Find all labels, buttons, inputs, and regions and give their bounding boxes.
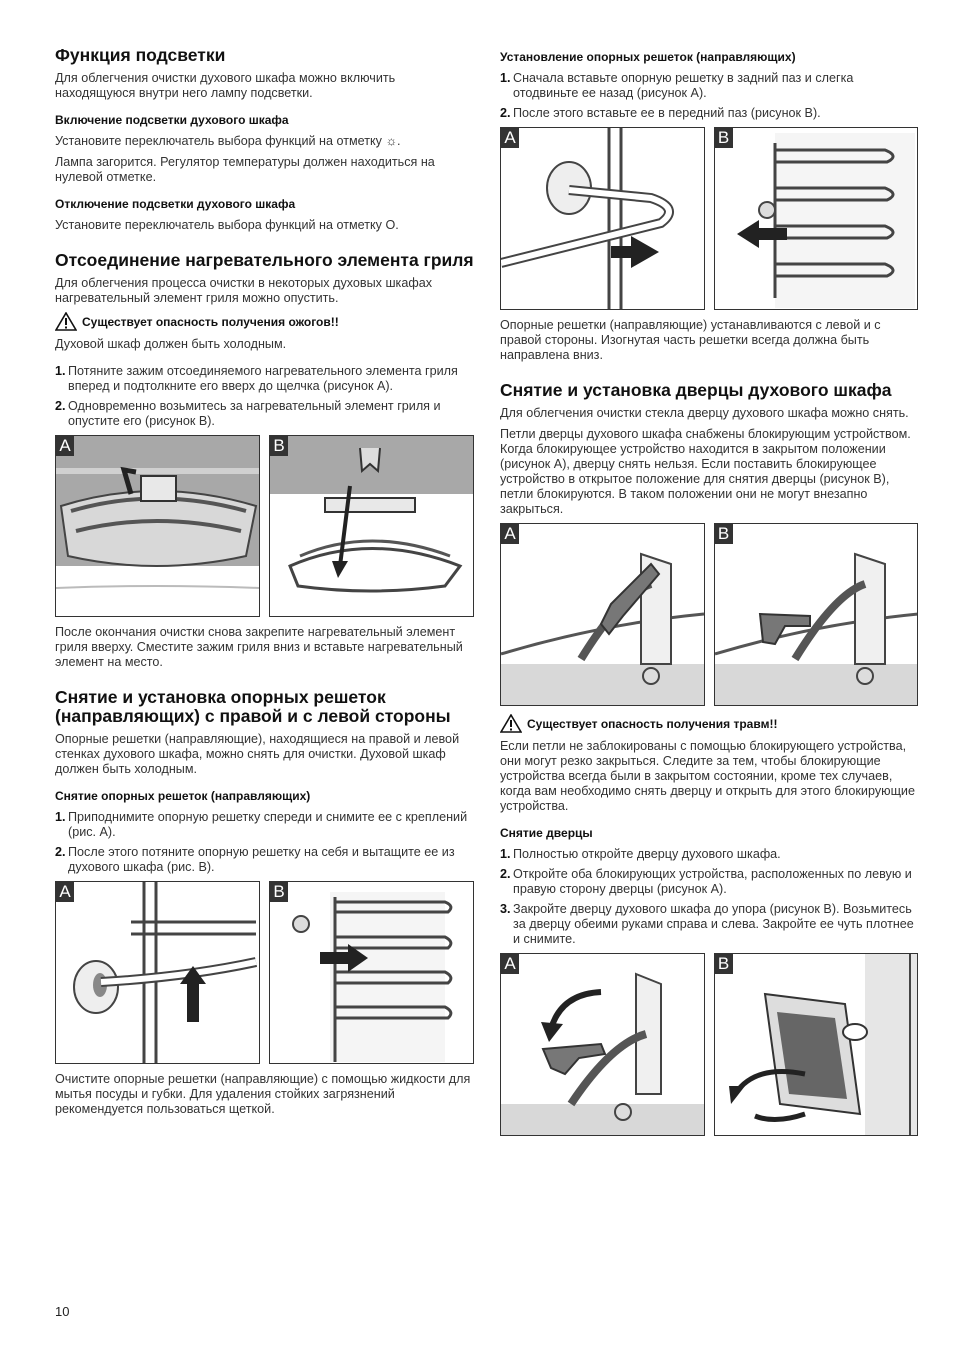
left-column — [55, 46, 475, 1123]
racks-install-after-text: Опорные решетки (направляющие) устанавливаются с левой и с правой стороны. Изогнутая часть решетки всегда должна быть направлена вниз. — [500, 318, 881, 362]
step-text: Закройте дверцу духового шкафа до упора (рисунок B). Возьмитесь за дверцу обеими руками справа и слева. Закройте ее чуть плотнее и снимите. — [513, 902, 914, 946]
lamp-on-text-2: Лампа загорится. Регулятор температуры должен находиться на нулевой отметке. — [55, 155, 435, 184]
step-number: 2. — [500, 106, 511, 120]
list-item — [500, 106, 918, 121]
right-column — [500, 50, 918, 1144]
step-number: 3. — [500, 902, 511, 916]
figure-label: B — [715, 524, 733, 544]
grill-intro: Для облегчения процесса очистки в некоторых духовых шкафах нагревательный элемент гриля можно опустить. — [55, 276, 433, 305]
step-number: 2. — [55, 399, 66, 413]
door-remove-figure-a — [500, 953, 705, 1136]
burn-warning — [55, 312, 475, 331]
section-title-lamp: Функция подсветки — [55, 45, 226, 65]
figure-label: B — [270, 436, 288, 456]
racks-install-steps — [500, 71, 918, 121]
section-title-grill: Отсоединение нагревательного элемента гриля — [55, 250, 474, 270]
hinge-closed-illustration — [501, 524, 704, 705]
warning-icon — [500, 714, 522, 733]
racks-install-heading: Установление опорных решеток (направляющих) — [500, 50, 796, 64]
rack-insert-rear-illustration — [501, 128, 704, 309]
step-number: 1. — [500, 71, 511, 85]
step-text: Сначала вставьте опорную решетку в задний паз и слегка отодвиньте ее назад (рисунок A). — [513, 71, 854, 100]
lamp-off-heading: Отключение подсветки духового шкафа — [55, 197, 296, 211]
figure-label: B — [270, 882, 288, 902]
hinge-open-illustration — [715, 524, 918, 705]
injury-warning — [500, 714, 918, 733]
racks-install-figure-a — [500, 127, 705, 310]
racks-remove-figures — [55, 881, 475, 1064]
racks-install-figure-b — [714, 127, 919, 310]
injury-warning-text: Если петли не заблокированы с помощью блокирующего устройства, они могут резко закрыться. Следите за тем, чтобы блокирующие устройства всегда были в закрытом состоянии, кроме тех случаев, когда вам необходимо снять дверцу и открыть для этого блокирующие устройства. — [500, 739, 915, 813]
section-title-door: Снятие и установка дверцы духового шкафа — [500, 380, 892, 400]
lamp-off-text: Установите переключатель выбора функций на отметку O. — [55, 218, 399, 232]
list-item — [500, 71, 918, 101]
figure-label: A — [501, 524, 519, 544]
injury-warning-title: Существует опасность получения травм!! — [527, 716, 778, 731]
step-text: После этого вставьте ее в передний паз (рисунок B). — [513, 106, 821, 120]
hinge-figure-b — [714, 523, 919, 706]
grill-steps — [55, 364, 475, 429]
door-lift-off-illustration — [715, 954, 918, 1135]
step-number: 1. — [55, 364, 66, 378]
grill-clip-illustration — [56, 436, 259, 616]
grill-figure-b — [269, 435, 474, 617]
racks-remove-figure-a — [55, 881, 260, 1064]
section-title-racks: Снятие и установка опорных решеток (направляющих) с правой и с левой стороны — [55, 687, 451, 726]
door-unlock-illustration — [501, 954, 704, 1135]
figure-label: B — [715, 954, 733, 974]
step-number: 2. — [55, 845, 66, 859]
door-hinges-text: Петли дверцы духового шкафа снабжены блокирующим устройством. Когда блокирующее устройство находится в закрытом положении (рисунок A), дверцу снять нельзя. Если поставить блокирующее устройство в открытое положение для снятия дверцы (рисунок B), петли блокируются. В таком положении они не могут внезапно закрыться. — [500, 427, 911, 516]
figure-label: A — [501, 954, 519, 974]
rack-insert-front-illustration — [715, 128, 918, 309]
step-text: Откройте оба блокирующих устройства, расположенных по левую и правую сторону дверцы (рисунок A). — [513, 867, 912, 896]
page-number: 10 — [55, 1304, 70, 1319]
door-intro: Для облегчения очистки стекла дверцу духового шкафа можно снять. — [500, 406, 909, 420]
list-item — [55, 845, 475, 875]
hinge-figure-a — [500, 523, 705, 706]
door-remove-steps — [500, 847, 918, 947]
door-remove-heading: Снятие дверцы — [500, 826, 593, 840]
list-item — [500, 867, 918, 897]
step-number: 1. — [500, 847, 511, 861]
grill-figures — [55, 435, 475, 617]
list-item — [55, 399, 475, 429]
lamp-intro: Для облегчения очистки духового шкафа можно включить находящуюся внутри него лампу подсветки. — [55, 71, 396, 100]
list-item — [500, 847, 918, 862]
burn-warning-title: Существует опасность получения ожогов!! — [82, 314, 339, 329]
step-text: Одновременно возьмитесь за нагревательный элемент гриля и опустите его (рисунок B). — [68, 399, 441, 428]
racks-intro: Опорные решетки (направляющие), находящиеся на правой и левой стенках духового шкафа, можно снять для очистки. Духовой шкаф должен быть холодным. — [55, 732, 460, 776]
figure-label: A — [56, 436, 74, 456]
step-text: После этого потяните опорную решетку на себя и вытащите ее из духового шкафа (рис. B). — [68, 845, 455, 874]
rack-pull-illustration — [270, 882, 473, 1063]
step-text: Приподнимите опорную решетку спереди и снимите ее с креплений (рис. A). — [68, 810, 468, 839]
racks-remove-figure-b — [269, 881, 474, 1064]
figure-label: A — [501, 128, 519, 148]
lamp-on-heading: Включение подсветки духового шкафа — [55, 113, 289, 127]
door-remove-figures — [500, 953, 918, 1136]
burn-warning-text: Духовой шкаф должен быть холодным. — [55, 337, 287, 351]
grill-lowered-illustration — [270, 436, 473, 616]
hinge-figures — [500, 523, 918, 706]
racks-after-text: Очистите опорные решетки (направляющие) с помощью жидкости для мытья посуды и губки. Для удаления стойких загрязнений рекомендуется пользоваться щеткой. — [55, 1072, 471, 1116]
grill-figure-a — [55, 435, 260, 617]
list-item — [55, 364, 475, 394]
figure-label: A — [56, 882, 74, 902]
step-text: Полностью откройте дверцу духового шкафа. — [513, 847, 781, 861]
racks-remove-steps — [55, 810, 475, 875]
list-item — [55, 810, 475, 840]
step-text: Потяните зажим отсоединяемого нагревательного элемента гриля вперед и подтолкните его вверх до щелчка (рисунок A). — [68, 364, 458, 393]
step-number: 1. — [55, 810, 66, 824]
racks-install-figures — [500, 127, 918, 310]
lamp-on-text-1: Установите переключатель выбора функций на отметку ☼. — [55, 134, 401, 148]
warning-icon — [55, 312, 77, 331]
figure-label: B — [715, 128, 733, 148]
rack-lift-illustration — [56, 882, 259, 1063]
list-item — [500, 902, 918, 947]
step-number: 2. — [500, 867, 511, 881]
racks-remove-heading: Снятие опорных решеток (направляющих) — [55, 789, 311, 803]
grill-after-text: После окончания очистки снова закрепите нагревательный элемент гриля вверху. Сместите зажим гриля вниз и вставьте нагревательный элемент на место. — [55, 625, 463, 669]
door-remove-figure-b — [714, 953, 919, 1136]
